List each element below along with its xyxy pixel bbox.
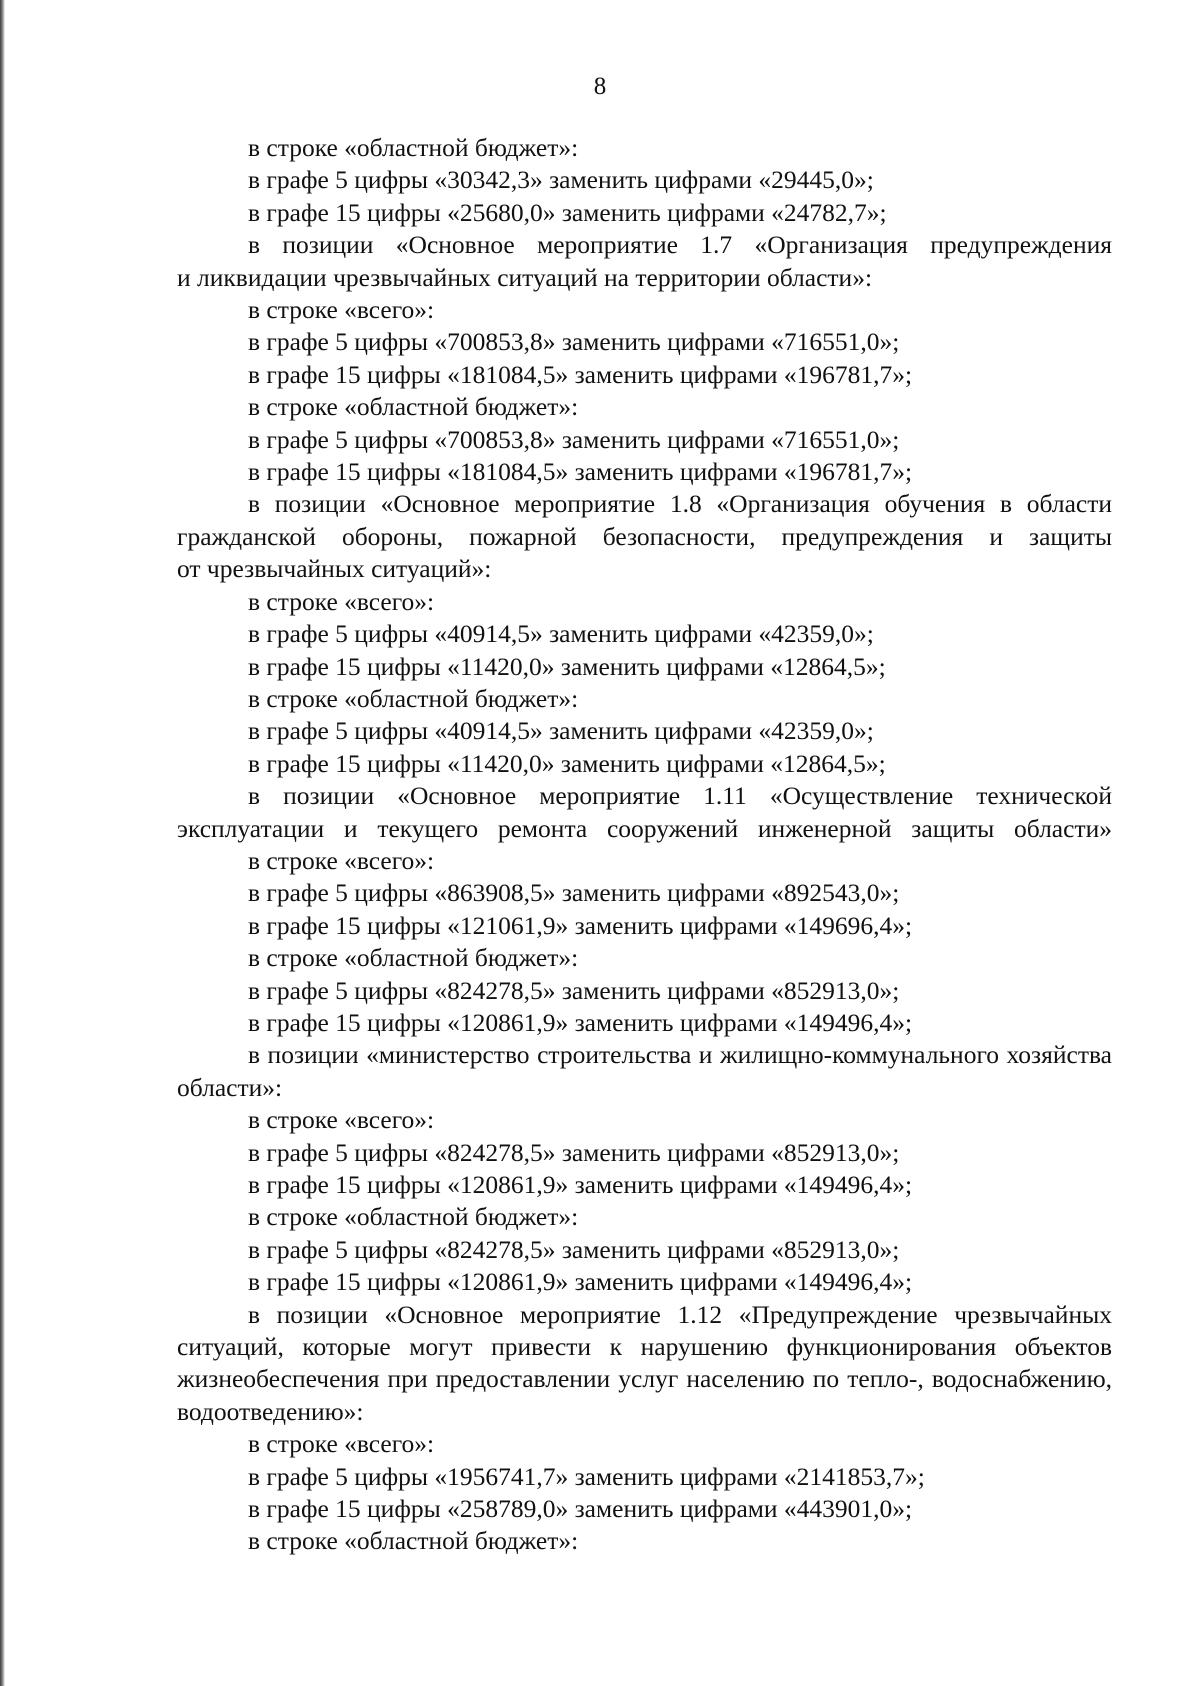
text-line: в графе 15 цифры «181084,5» заменить цифрами «196781,7»; [248, 457, 913, 487]
text-line: в позиции «Основное мероприятие 1.8 «Организация обучения в области [248, 489, 1112, 519]
text-line: в строке «областной бюджет»: [248, 1202, 579, 1232]
text-line: в позиции «министерство строительства и жилищно-коммунального хозяйства [248, 1040, 1112, 1070]
text-line: в графе 15 цифры «11420,0» заменить цифрами «12864,5»; [248, 748, 886, 778]
text-line: гражданской обороны, пожарной безопасности, предупреждения и защиты [177, 521, 1112, 551]
text-line: в графе 5 цифры «40914,5» заменить цифрами «42359,0»; [248, 619, 874, 649]
text-line: в графе 5 цифры «824278,5» заменить цифрами «852913,0»; [248, 975, 900, 1005]
text-line: в позиции «Основное мероприятие 1.11 «Осуществление технической [248, 781, 1112, 811]
page-number: 8 [593, 73, 607, 100]
text-line: в позиции «Основное мероприятие 1.12 «Предупреждение чрезвычайных [248, 1299, 1112, 1329]
text-line: в графе 15 цифры «120861,9» заменить цифрами «149496,4»; [248, 1170, 913, 1199]
text-line: в графе 5 цифры «700853,8» заменить цифрами «716551,0»; [248, 424, 900, 454]
text-line: в графе 5 цифры «824278,5» заменить цифрами «852913,0»; [248, 1137, 900, 1167]
text-line: в графе 5 цифры «1956741,7» заменить цифрами «2141853,7»; [248, 1461, 925, 1491]
text-line: в строке «всего»: [248, 1429, 435, 1459]
text-line: в графе 15 цифры «120861,9» заменить цифрами «149496,4»; [248, 1267, 913, 1297]
text-line: в строке «областной бюджет»: [248, 392, 579, 422]
scan-left-edge [0, 0, 5, 1686]
text-line: в строке «областной бюджет»: [248, 1526, 579, 1556]
text-line: в графе 5 цифры «863908,5» заменить цифрами «892543,0»; [248, 878, 900, 908]
text-line: в графе 5 цифры «40914,5» заменить цифрами «42359,0»; [248, 716, 874, 746]
text-line: в графе 5 цифры «700853,8» заменить цифрами «716551,0»; [248, 327, 900, 357]
text-line: в позиции «Основное мероприятие 1.7 «Организация предупреждения [248, 230, 1112, 260]
text-line: в графе 15 цифры «11420,0» заменить цифрами «12864,5»; [248, 651, 886, 681]
text-line: в строке «всего»: [248, 1105, 435, 1135]
text-line: области»: [177, 1072, 283, 1102]
text-line: ситуаций, которые могут привести к нарушению функционирования объектов [177, 1332, 1112, 1362]
document-body [177, 132, 1112, 1558]
text-line: в графе 15 цифры «25680,0» заменить цифрами «24782,7»; [248, 197, 887, 227]
text-line: в строке «всего»: [248, 586, 435, 616]
text-line: эксплуатации и текущего ремонта сооружений инженерной защиты области» [177, 813, 1112, 843]
text-line: в графе 5 цифры «30342,3» заменить цифрами «29445,0»; [248, 165, 874, 195]
text-line: в графе 15 цифры «258789,0» заменить цифрами «443901,0»; [248, 1494, 913, 1524]
text-line: в графе 15 цифры «121061,9» заменить цифрами «149696,4»; [248, 910, 913, 940]
text-line: в графе 15 цифры «120861,9» заменить цифрами «149496,4»; [248, 1007, 913, 1037]
text-line: в строке «областной бюджет»: [248, 943, 579, 973]
text-line: в строке «областной бюджет»: [248, 133, 579, 162]
text-line: в строке «всего»: [248, 295, 435, 325]
text-line: в строке «областной бюджет»: [248, 683, 579, 713]
text-line: в графе 5 цифры «824278,5» заменить цифрами «852913,0»; [248, 1234, 900, 1264]
text-line: водоотведению»: [177, 1396, 364, 1426]
text-line: жизнеобеспечения при предоставлении услуг населению по тепло-, водоснабжению, [177, 1364, 1112, 1394]
text-line: и ликвидации чрезвычайных ситуаций на территории области»: [177, 262, 873, 292]
text-line: в строке «всего»: [248, 845, 435, 875]
text-line: в графе 15 цифры «181084,5» заменить цифрами «196781,7»; [248, 359, 913, 389]
text-line: от чрезвычайных ситуаций»: [177, 554, 492, 584]
